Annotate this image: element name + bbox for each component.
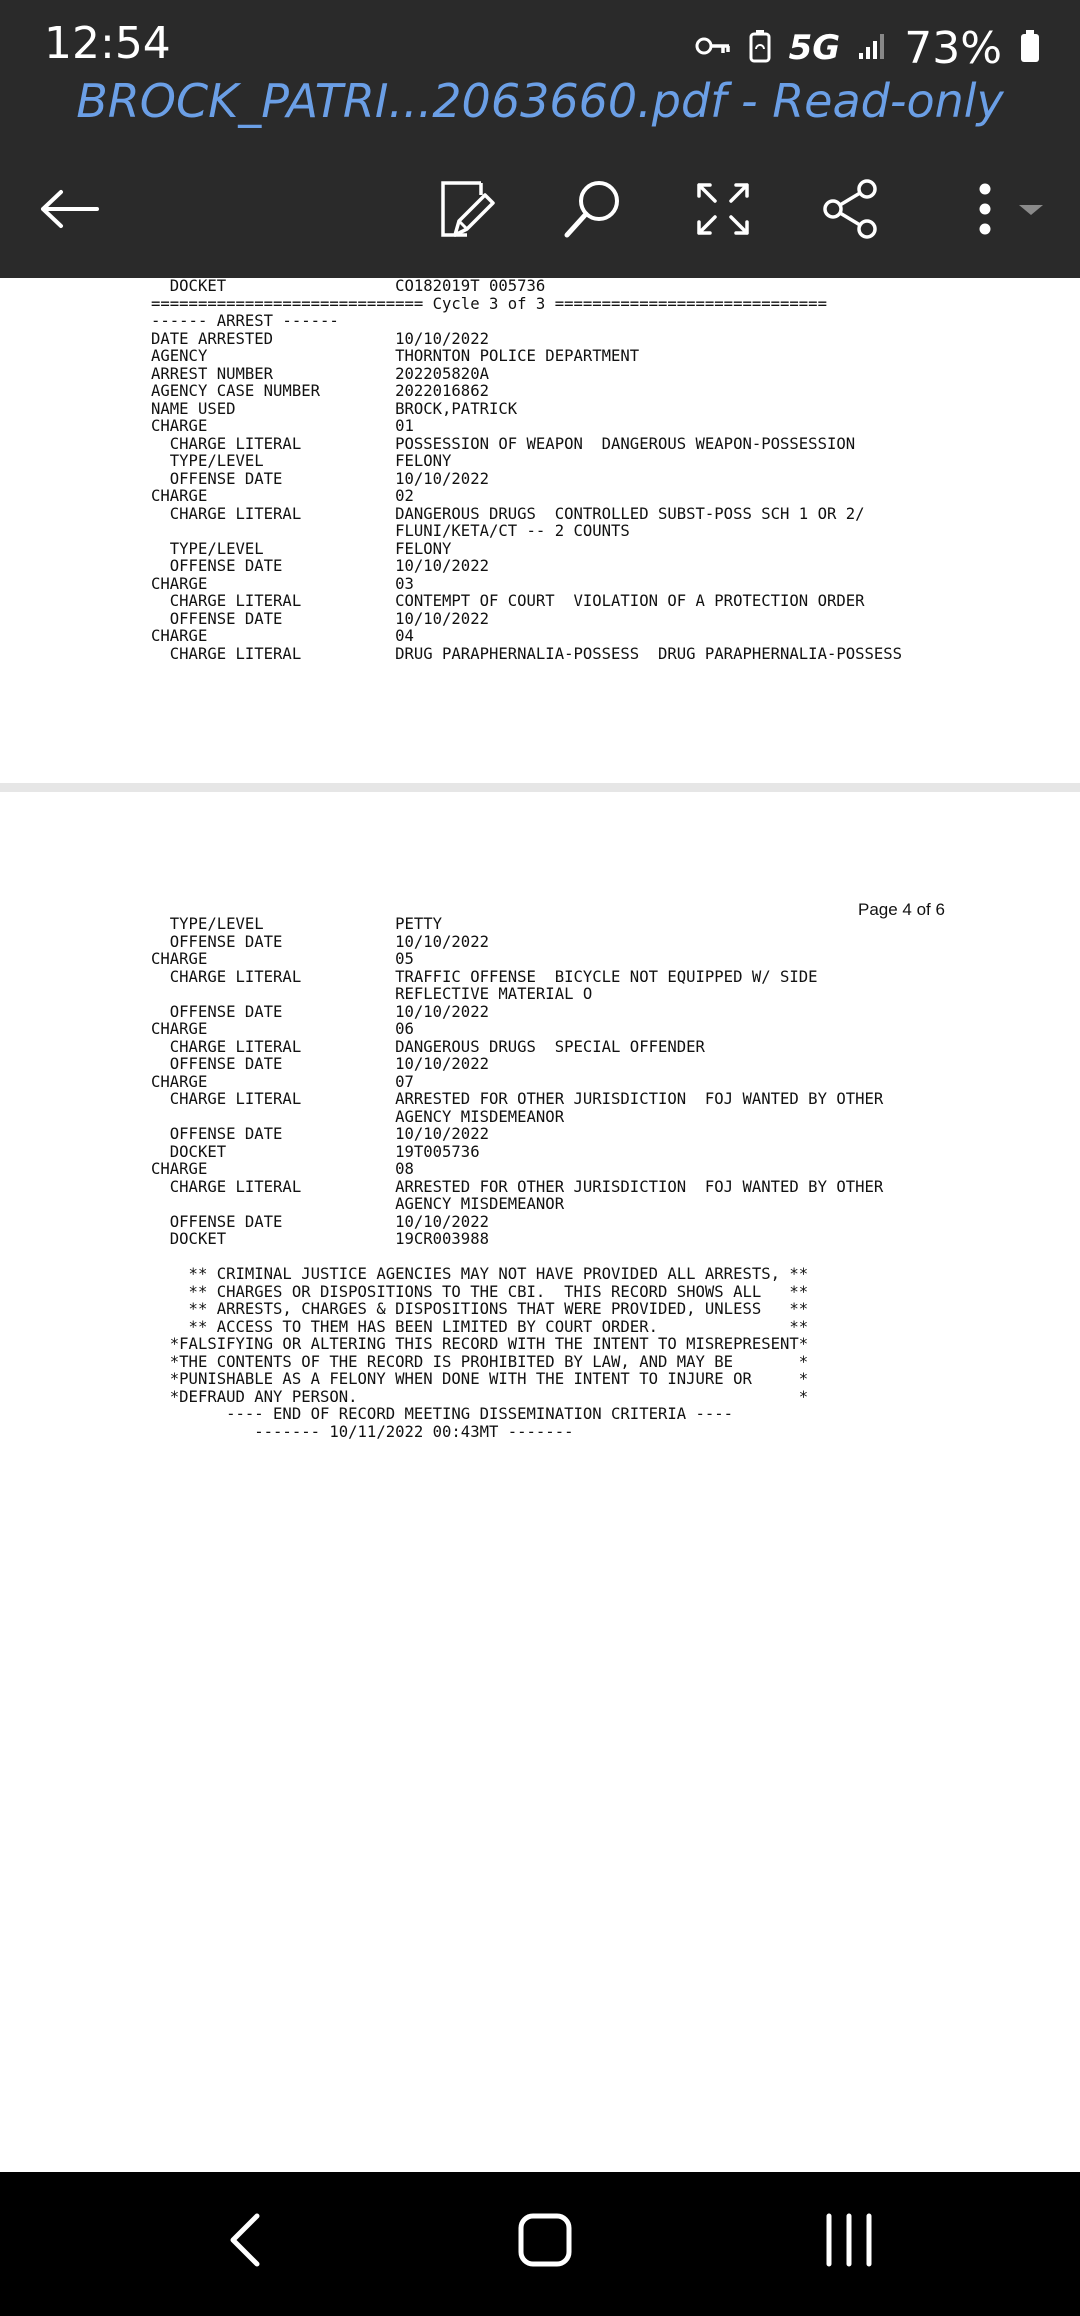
document-title: BROCK_PATRI...2063660.pdf - Read-only bbox=[76, 74, 1004, 128]
network-type: 5G bbox=[788, 28, 841, 68]
fullscreen-icon bbox=[695, 181, 751, 241]
back-button[interactable] bbox=[34, 176, 104, 246]
page-text-top: DOCKET CO182019T 005736 ============================= Cycle 3 of 3 ============================= ------ ARREST ------ DATE ARRESTED 10/10/2022 AGENCY THORNTON POLICE DEPARTMENT ARREST NUMBER 202205820A AGENCY CASE NUMBER 2022016862 NAME USED BROCK,PATRICK CHARGE 01 CHARGE LITERAL POSSESSION OF WEAPON DANGEROUS WEAPON-POSSESSION TYPE/LEVEL FELONY OFFENSE DATE 10/10/2022 CHARGE 02 CHARGE LITERAL DANGEROUS DRUGS CONTROLLED SUBST-POSS SCH 1 OR 2/ FLUNI/KETA/CT -- 2 COUNTS TYPE/LEVEL FELONY OFFENSE DATE 10/10/2022 CHARGE 03 CHARGE LITERAL CONTEMPT OF COURT VIOLATION OF A PROTECTION ORDER OFFENSE DATE 10/10/2022 CHARGE 04 CHARGE LITERAL DRUG PARAPHERNALIA-POSSESS DRUG PARAPHERNALIA-POSSESS bbox=[151, 277, 903, 663]
battery-percent: 73% bbox=[904, 22, 1002, 74]
signal-icon bbox=[858, 33, 886, 63]
nav-back-icon bbox=[225, 2210, 265, 2274]
system-nav-bar bbox=[0, 2172, 1080, 2316]
pdf-page-4 bbox=[0, 792, 1080, 2172]
nav-recents-icon bbox=[821, 2212, 877, 2272]
battery-saver-icon bbox=[749, 29, 771, 67]
share-icon bbox=[821, 179, 881, 243]
nav-home-button[interactable] bbox=[490, 2192, 600, 2292]
nav-home-icon bbox=[517, 2212, 573, 2272]
page-text-bottom: TYPE/LEVEL PETTY OFFENSE DATE 10/10/2022 CHARGE 05 CHARGE LITERAL TRAFFIC OFFENSE BICYCLE NOT EQUIPPED W/ SIDE REFLECTIVE MATERIAL O OFFENSE DATE 10/10/2022 CHARGE 06 CHARGE LITERAL DANGEROUS DRUGS SPECIAL OFFENDER OFFENSE DATE 10/10/2022 CHARGE 07 CHARGE LITERAL ARRESTED FOR OTHER JURISDICTION FOJ WANTED BY OTHER AGENCY MISDEMEANOR OFFENSE DATE 10/10/2022 DOCKET 19T005736 CHARGE 08 CHARGE LITERAL ARRESTED FOR OTHER JURISDICTION FOJ WANTED BY OTHER AGENCY MISDEMEANOR OFFENSE DATE 10/10/2022 DOCKET 19CR003988 ** CRIMINAL JUSTICE AGENCIES MAY NOT HAVE PROVIDED ALL ARRESTS, ** ** CHARGES OR DISPOSITIONS TO THE CBI. THIS RECORD SHOWS ALL ** ** ARRESTS, CHARGES & DISPOSITIONS THAT WERE PROVIDED, UNLESS ** ** ACCESS TO THEM HAS BEEN LIMITED BY COURT ORDER. ** *FALSIFYING OR ALTERING THIS RECORD WITH THE INTENT TO MISREPRESENT* *THE CONTENTS OF THE RECORD IS PROHIBITED BY LAW, AND MAY BE * *PUNISHABLE AS A FELONY WHEN DONE WITH THE INTENT TO INJURE OR * *DEFRAUD ANY PERSON. * ---- END OF RECORD MEETING DISSEMINATION CRITERIA ---- ------- 10/11/2022 00:43MT ------- bbox=[151, 915, 884, 1441]
search-icon bbox=[563, 179, 623, 243]
more-options-icon bbox=[949, 179, 1049, 243]
back-arrow-icon bbox=[39, 189, 99, 233]
vpn-key-icon bbox=[695, 33, 731, 63]
pdf-page-3 bbox=[0, 278, 1080, 783]
edit-button[interactable] bbox=[432, 176, 502, 246]
status-time: 12:54 bbox=[44, 18, 171, 69]
search-button[interactable] bbox=[558, 176, 628, 246]
app-bar bbox=[0, 0, 1080, 278]
share-button[interactable] bbox=[816, 176, 886, 246]
more-options-button[interactable] bbox=[944, 176, 1054, 246]
status-icons bbox=[695, 18, 1040, 78]
page-number: Page 4 of 6 bbox=[858, 900, 945, 919]
edit-document-icon bbox=[437, 179, 497, 243]
battery-icon bbox=[1020, 30, 1040, 66]
fullscreen-button[interactable] bbox=[688, 176, 758, 246]
nav-recents-button[interactable] bbox=[794, 2192, 904, 2292]
nav-back-button[interactable] bbox=[190, 2192, 300, 2292]
